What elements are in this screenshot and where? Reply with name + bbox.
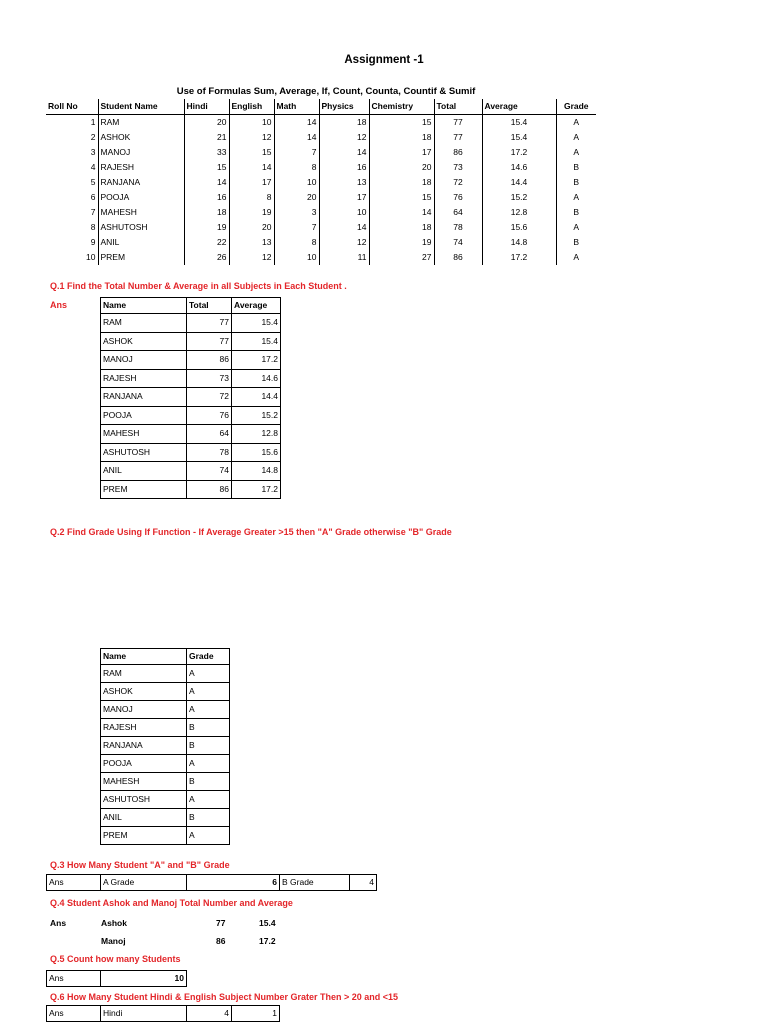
q3-b-value: 4 <box>350 875 377 891</box>
table-cell: B <box>187 809 230 827</box>
q3-b-label: B Grade <box>280 875 350 891</box>
table-row <box>101 773 230 791</box>
table-row <box>46 175 596 190</box>
column-header: Grade <box>563 101 589 111</box>
table-row <box>46 205 596 220</box>
table-cell: 10 <box>274 175 319 190</box>
column-header: Grade <box>187 649 230 665</box>
column-header: Physics <box>319 99 369 115</box>
table-row <box>46 160 596 175</box>
table-cell: 15 <box>184 160 229 175</box>
q4-row1-name: Ashok <box>101 918 127 928</box>
table-cell: 15 <box>229 145 274 160</box>
table-cell: RAJESH <box>98 160 184 175</box>
table-cell: 64 <box>187 425 232 444</box>
table-cell: 10 <box>274 250 319 265</box>
table-cell: 14.4 <box>482 175 556 190</box>
table-cell: 14.6 <box>482 160 556 175</box>
table-cell: 12 <box>319 235 369 250</box>
q3-a-value: 6 <box>187 875 280 891</box>
table-cell: 14.8 <box>482 235 556 250</box>
page-subtitle: Use of Formulas Sum, Average, If, Count, Counta, Countif & Sumif <box>176 86 476 97</box>
table-cell: 7 <box>90 207 96 217</box>
table-row <box>101 351 281 370</box>
table-row <box>46 115 596 131</box>
table-cell: PREM <box>98 250 184 265</box>
table-cell: 8 <box>274 235 319 250</box>
table-cell: 15.2 <box>232 406 281 425</box>
table-cell: 14 <box>319 145 369 160</box>
table-cell: 10 <box>86 252 96 262</box>
table-cell: A <box>187 827 230 845</box>
table-cell: A <box>573 132 580 142</box>
table-cell: 86 <box>434 145 482 160</box>
table-cell: 76 <box>434 190 482 205</box>
table-cell: B <box>573 207 580 217</box>
q5-table <box>46 970 187 987</box>
table-cell: A <box>573 147 580 157</box>
table-row <box>101 369 281 388</box>
table-cell: ANIL <box>98 235 184 250</box>
column-header: Average <box>232 298 281 314</box>
q6-value-1: 4 <box>187 1006 232 1022</box>
table-cell: 14.8 <box>232 462 281 481</box>
table-row <box>101 314 281 333</box>
table-cell: RAM <box>101 665 187 683</box>
table-cell: 64 <box>434 205 482 220</box>
table-cell: 27 <box>369 250 434 265</box>
table-row <box>101 443 281 462</box>
table-cell: 77 <box>434 130 482 145</box>
table-cell: 6 <box>90 192 96 202</box>
table-cell: 13 <box>229 235 274 250</box>
table-cell: 77 <box>187 314 232 333</box>
table-row <box>101 701 230 719</box>
table-cell: 74 <box>187 462 232 481</box>
table-cell: 20 <box>184 115 229 131</box>
table-cell: PREM <box>101 480 187 499</box>
table-cell: 18 <box>184 205 229 220</box>
table-cell: MAHESH <box>101 425 187 444</box>
marks-header-row <box>46 99 596 115</box>
table-cell: B <box>187 773 230 791</box>
table-cell: 15.4 <box>482 115 556 131</box>
q1-question: Q.1 Find the Total Number & Average in all Subjects in Each Student . <box>50 281 347 291</box>
table-cell: 16 <box>319 160 369 175</box>
table-cell: POOJA <box>98 190 184 205</box>
table-cell: 14 <box>369 205 434 220</box>
table-cell: ANIL <box>101 809 187 827</box>
table-row <box>46 130 596 145</box>
table-cell: RANJANA <box>101 388 187 407</box>
table-cell: MAHESH <box>101 773 187 791</box>
table-cell: A <box>187 665 230 683</box>
table-cell: RAM <box>101 314 187 333</box>
q4-question: Q.4 Student Ashok and Manoj Total Number and Average <box>50 898 293 908</box>
table-cell: ASHOK <box>101 683 187 701</box>
column-header: Hindi <box>184 99 229 115</box>
q1-header-row <box>101 298 281 314</box>
table-cell: 72 <box>434 175 482 190</box>
q4-row1-average: 15.4 <box>259 918 276 928</box>
table-cell: 14.4 <box>232 388 281 407</box>
table-cell: 14 <box>274 115 319 131</box>
table-cell: 78 <box>187 443 232 462</box>
table-cell: 17.2 <box>232 351 281 370</box>
table-cell: ASHUTOSH <box>101 443 187 462</box>
table-cell: 12.8 <box>232 425 281 444</box>
table-cell: 8 <box>274 160 319 175</box>
column-header: Math <box>274 99 319 115</box>
marks-table <box>46 99 596 265</box>
table-cell: POOJA <box>101 755 187 773</box>
column-header: English <box>229 99 274 115</box>
table-cell: 8 <box>229 190 274 205</box>
table-cell: 17.2 <box>232 480 281 499</box>
q6-table <box>46 1005 280 1022</box>
table-cell: 12.8 <box>482 205 556 220</box>
table-cell: A <box>187 701 230 719</box>
column-header: Name <box>101 298 187 314</box>
table-cell: 77 <box>187 332 232 351</box>
table-cell: 74 <box>434 235 482 250</box>
table-cell: 19 <box>229 205 274 220</box>
table-cell: 18 <box>369 175 434 190</box>
table-cell: 15 <box>369 115 434 131</box>
table-cell: 18 <box>369 130 434 145</box>
table-cell: 15.2 <box>482 190 556 205</box>
q2-question: Q.2 Find Grade Using If Function - If Average Greater >15 then "A" Grade otherwise "B" Grade <box>50 527 452 537</box>
table-cell: 17 <box>229 175 274 190</box>
table-row <box>46 190 596 205</box>
table-cell: 86 <box>187 351 232 370</box>
table-cell: A <box>556 115 596 131</box>
q2-table <box>100 648 230 845</box>
q5-value: 10 <box>101 971 187 987</box>
table-cell: 15.6 <box>232 443 281 462</box>
table-cell: A <box>187 755 230 773</box>
table-cell: 4 <box>90 162 96 172</box>
table-row <box>101 425 281 444</box>
table-cell: ASHUTOSH <box>101 791 187 809</box>
table-cell: 3 <box>274 205 319 220</box>
table-cell: RAJESH <box>101 369 187 388</box>
table-cell: 26 <box>184 250 229 265</box>
table-cell: 20 <box>229 220 274 235</box>
table-cell: B <box>573 162 580 172</box>
table-row <box>101 332 281 351</box>
table-cell: 86 <box>187 480 232 499</box>
table-cell: 17.2 <box>482 250 556 265</box>
table-cell: MANOJ <box>101 351 187 370</box>
table-cell: 14 <box>229 160 274 175</box>
table-row <box>101 791 230 809</box>
table-cell: MANOJ <box>101 701 187 719</box>
q1-ans-label: Ans <box>50 300 68 310</box>
table-cell: 33 <box>184 145 229 160</box>
table-row <box>46 145 596 160</box>
table-cell: 19 <box>184 220 229 235</box>
table-cell: 16 <box>184 190 229 205</box>
table-row <box>46 235 596 250</box>
table-row <box>46 250 596 265</box>
table-cell: B <box>573 177 580 187</box>
table-cell: 14.6 <box>232 369 281 388</box>
q3-a-label: A Grade <box>101 875 187 891</box>
q4-row2-average: 17.2 <box>259 936 276 946</box>
table-cell: MAHESH <box>98 205 184 220</box>
q3-table <box>46 874 377 891</box>
q5-ans-label: Ans <box>47 971 101 987</box>
table-cell: 77 <box>434 115 482 131</box>
table-cell: A <box>573 222 580 232</box>
table-cell: ASHOK <box>101 332 187 351</box>
table-cell: 10 <box>319 205 369 220</box>
table-cell: 15.4 <box>232 332 281 351</box>
table-cell: 22 <box>184 235 229 250</box>
column-header: Roll No <box>48 101 78 111</box>
table-cell: 12 <box>229 250 274 265</box>
table-cell: RAJESH <box>101 719 187 737</box>
q5-question: Q.5 Count how many Students <box>50 954 181 964</box>
table-cell: 14 <box>274 130 319 145</box>
q4-ans-label: Ans <box>50 918 67 928</box>
table-cell: 7 <box>274 145 319 160</box>
table-cell: 17 <box>319 190 369 205</box>
table-cell: 73 <box>434 160 482 175</box>
column-header: Total <box>187 298 232 314</box>
table-row <box>101 737 230 755</box>
table-cell: 78 <box>434 220 482 235</box>
table-cell: A <box>187 683 230 701</box>
table-cell: 72 <box>187 388 232 407</box>
table-row <box>101 462 281 481</box>
table-cell: 17 <box>369 145 434 160</box>
table-cell: A <box>187 791 230 809</box>
table-cell: B <box>573 237 580 247</box>
table-row <box>101 755 230 773</box>
table-cell: 76 <box>187 406 232 425</box>
table-row <box>101 406 281 425</box>
q4-row2-total: 86 <box>216 936 226 946</box>
table-cell: 1 <box>46 115 98 131</box>
table-cell: 12 <box>229 130 274 145</box>
table-row <box>101 827 230 845</box>
q6-question: Q.6 How Many Student Hindi & English Subject Number Grater Then > 20 and <15 <box>50 992 399 1002</box>
table-cell: 86 <box>434 250 482 265</box>
table-cell: A <box>573 252 580 262</box>
table-cell: MANOJ <box>98 145 184 160</box>
page-title: Assignment -1 <box>344 54 424 66</box>
table-cell: 5 <box>90 177 96 187</box>
table-cell: 13 <box>319 175 369 190</box>
table-cell: 18 <box>319 115 369 131</box>
q4-row2-name: Manoj <box>101 936 126 946</box>
table-cell: 73 <box>187 369 232 388</box>
table-cell: POOJA <box>101 406 187 425</box>
table-cell: B <box>187 737 230 755</box>
table-cell: 20 <box>369 160 434 175</box>
table-cell: RANJANA <box>98 175 184 190</box>
table-cell: 20 <box>274 190 319 205</box>
table-cell: ANIL <box>101 462 187 481</box>
table-cell: 2 <box>90 132 96 142</box>
column-header: Total <box>434 99 482 115</box>
column-header: Student Name <box>98 99 184 115</box>
table-cell: 19 <box>369 235 434 250</box>
table-cell: 15.6 <box>482 220 556 235</box>
q6-value-2: 1 <box>232 1006 280 1022</box>
table-cell: 3 <box>90 147 96 157</box>
q6-ans-label: Ans <box>47 1006 101 1022</box>
table-cell: 10 <box>229 115 274 131</box>
table-cell: 12 <box>319 130 369 145</box>
column-header: Name <box>101 649 187 665</box>
q6-row-label: Hindi <box>101 1006 187 1022</box>
table-cell: 9 <box>90 237 96 247</box>
table-cell: 15 <box>369 190 434 205</box>
table-cell: 15.4 <box>482 130 556 145</box>
table-cell: ASHUTOSH <box>98 220 184 235</box>
table-row <box>46 220 596 235</box>
table-cell: 14 <box>184 175 229 190</box>
table-row <box>101 683 230 701</box>
table-cell: 18 <box>369 220 434 235</box>
table-row <box>101 388 281 407</box>
table-cell: 17.2 <box>482 145 556 160</box>
table-row <box>101 480 281 499</box>
q1-table <box>100 297 281 499</box>
table-row <box>101 665 230 683</box>
table-cell: RAM <box>98 115 184 131</box>
table-cell: 21 <box>184 130 229 145</box>
q3-ans-label: Ans <box>47 875 101 891</box>
table-cell: 15.4 <box>232 314 281 333</box>
table-cell: 7 <box>274 220 319 235</box>
column-header: Chemistry <box>369 99 434 115</box>
table-cell: 8 <box>90 222 96 232</box>
table-cell: A <box>573 192 580 202</box>
table-cell: 11 <box>319 250 369 265</box>
table-cell: RANJANA <box>101 737 187 755</box>
table-row <box>101 719 230 737</box>
table-cell: B <box>187 719 230 737</box>
table-cell: PREM <box>101 827 187 845</box>
q4-row1-total: 77 <box>216 918 226 928</box>
table-cell: ASHOK <box>98 130 184 145</box>
q2-header-row <box>101 649 230 665</box>
q3-question: Q.3 How Many Student "A" and "B" Grade <box>50 860 230 870</box>
column-header: Average <box>482 99 556 115</box>
table-cell: 14 <box>319 220 369 235</box>
table-row <box>101 809 230 827</box>
